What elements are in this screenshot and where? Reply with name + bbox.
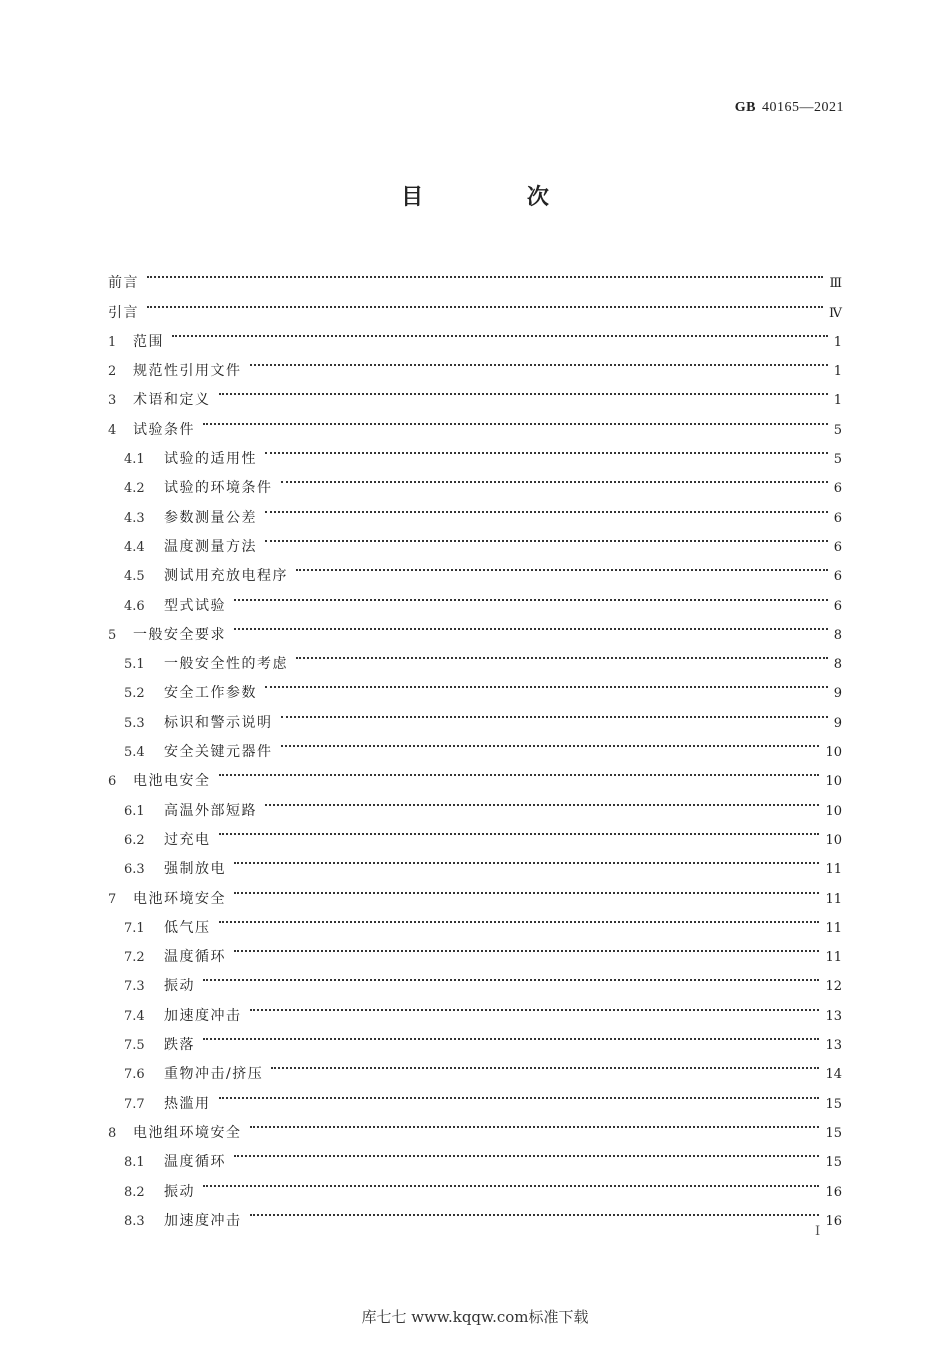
- toc-entry-page: 1: [833, 393, 842, 409]
- toc-entry-page: 5: [833, 422, 842, 438]
- toc-dot-leader: [296, 551, 828, 580]
- toc-entry-number: 8.1: [124, 1155, 145, 1171]
- toc-entry-label: 电池环境安全: [133, 890, 226, 907]
- toc-entry[interactable]: [108, 1049, 842, 1083]
- toc-entry[interactable]: [108, 1108, 842, 1141]
- toc-entry-page: 16: [825, 1213, 842, 1229]
- toc-dot-leader: [147, 258, 823, 287]
- toc-entry-page: 8: [833, 627, 842, 643]
- toc-entry-number: 4.1: [124, 452, 145, 468]
- toc-entry[interactable]: [108, 434, 842, 468]
- toc-dot-leader: [219, 1078, 820, 1107]
- toc-entry-page: 6: [833, 481, 842, 497]
- toc-entry-number: 5: [108, 627, 117, 643]
- toc-entry-page: 15: [825, 1155, 842, 1171]
- toc-entry-page: 11: [825, 862, 842, 878]
- toc-entry-page: 1: [833, 364, 842, 380]
- toc-entry-number: 3: [108, 393, 117, 409]
- toc-entry-label: 试验的适用性: [164, 451, 257, 468]
- toc-entry-number: 4.4: [124, 539, 145, 555]
- toc-dot-leader: [234, 844, 819, 873]
- toc-entry-label: 测试用充放电程序: [164, 568, 288, 585]
- toc-entry-page: 1: [833, 334, 842, 350]
- page-title: 目 次: [401, 185, 597, 210]
- toc-entry[interactable]: [108, 258, 842, 292]
- toc-entry[interactable]: [108, 404, 842, 438]
- toc-entry-label: 温度循环: [164, 949, 226, 966]
- toc-dot-leader: [234, 932, 819, 961]
- toc-entry-label: 热滥用: [164, 1095, 211, 1112]
- toc-dot-leader: [281, 727, 820, 756]
- toc-entry[interactable]: [108, 346, 842, 380]
- toc-entry-label: 电池电安全: [133, 773, 211, 790]
- toc-entry-number: 1: [108, 334, 117, 350]
- toc-entry[interactable]: [108, 961, 842, 995]
- toc-entry-number: 7.3: [124, 979, 145, 995]
- toc-entry-page: 8: [833, 657, 842, 673]
- toc-entry-number: 7.2: [124, 950, 145, 966]
- toc-entry-page: 14: [825, 1067, 842, 1083]
- toc-dot-leader: [234, 580, 828, 609]
- toc-entry-label: 一般安全性的考虑: [164, 656, 288, 673]
- toc-dot-leader: [265, 434, 828, 463]
- page-number: I: [815, 1224, 821, 1239]
- toc-entry[interactable]: [108, 287, 842, 321]
- toc-entry-page: 16: [825, 1184, 842, 1200]
- toc-entry[interactable]: [108, 785, 842, 819]
- toc-entry-number: 6.2: [124, 832, 145, 848]
- toc-dot-leader: [250, 346, 828, 375]
- toc-entry-number: 8.2: [124, 1184, 145, 1200]
- toc-entry-number: 4.6: [124, 598, 145, 614]
- toc-dot-leader: [234, 873, 819, 902]
- toc-entry-number: 4: [108, 422, 117, 438]
- toc-dot-leader: [219, 903, 820, 932]
- standard-number: [735, 100, 844, 116]
- toc-entry[interactable]: [108, 317, 842, 350]
- toc-dot-leader: [250, 990, 820, 1019]
- toc-dot-leader: [265, 785, 819, 814]
- toc-entry-number: 5.2: [124, 686, 145, 702]
- toc-entry-page: 10: [825, 774, 842, 790]
- toc-entry-number: 7.6: [124, 1067, 145, 1083]
- toc-entry-number: 4.5: [124, 569, 145, 585]
- toc-dot-leader: [250, 1108, 820, 1137]
- toc-entry-label: 安全关键元器件: [164, 744, 273, 761]
- toc-entry-label: 试验的环境条件: [164, 480, 273, 497]
- toc-dot-leader: [234, 610, 828, 639]
- toc-entry-number: 6: [108, 774, 117, 790]
- toc-dot-leader: [147, 287, 823, 316]
- toc-entry[interactable]: [108, 375, 842, 409]
- toc-dot-leader: [234, 1137, 819, 1166]
- download-watermark: 库七七 www.kqqw.com标准下载: [361, 1308, 589, 1326]
- toc-entry[interactable]: [108, 903, 842, 936]
- toc-entry-label: 重物冲击/挤压: [164, 1066, 264, 1083]
- toc-entry-page: 6: [833, 510, 842, 526]
- toc-entry-page: 10: [825, 832, 842, 848]
- toc-entry-number: 5.4: [124, 745, 145, 761]
- toc-entry-page: 13: [825, 1008, 842, 1024]
- toc-entry-page: 13: [825, 1038, 842, 1054]
- toc-entry-label: 振动: [164, 1183, 195, 1200]
- toc-entry-label: 温度循环: [164, 1154, 226, 1171]
- toc-entry-label: 规范性引用文件: [133, 363, 242, 380]
- toc-entry-number: 7: [108, 891, 117, 907]
- toc-entry-label: 术语和定义: [133, 392, 211, 409]
- toc-entry-page: 5: [833, 452, 842, 468]
- toc-entry-page: 15: [825, 1125, 842, 1141]
- toc-dot-leader: [219, 375, 828, 404]
- toc-entry[interactable]: [108, 932, 842, 966]
- toc-dot-leader: [219, 756, 820, 785]
- toc-dot-leader: [296, 639, 828, 668]
- toc-dot-leader: [203, 404, 828, 433]
- toc-entry-number: 8: [108, 1125, 117, 1141]
- toc-entry[interactable]: [108, 990, 842, 1024]
- toc-entry-label: 加速度冲击: [164, 1007, 242, 1024]
- toc-entry-page: 9: [833, 686, 842, 702]
- toc-entry[interactable]: [108, 1020, 842, 1054]
- toc-entry-number: 2: [108, 364, 117, 380]
- toc-dot-leader: [203, 961, 819, 990]
- toc-dot-leader: [265, 668, 828, 697]
- toc-entry-label: 过充电: [164, 831, 211, 848]
- toc-entry-number: 8.3: [124, 1213, 145, 1229]
- toc-entry-number: 7.5: [124, 1038, 145, 1054]
- toc-dot-leader: [271, 1049, 819, 1078]
- toc-entry-label: 安全工作参数: [164, 685, 257, 702]
- toc-entry-label: 试验条件: [133, 421, 195, 438]
- toc-entry-page: 15: [825, 1096, 842, 1112]
- toc-entry-label: 标识和警示说明: [164, 714, 273, 731]
- toc-dot-leader: [265, 492, 828, 521]
- toc-entry[interactable]: [108, 815, 842, 848]
- toc-entry-number: 7.7: [124, 1096, 145, 1112]
- toc-dot-leader: [203, 1166, 819, 1195]
- toc-entry-page: 11: [825, 920, 842, 936]
- standard-code: 40165—2021: [762, 100, 844, 115]
- toc-entry-page: 11: [825, 891, 842, 907]
- toc-dot-leader: [203, 1020, 819, 1049]
- toc-entry-number: 6.3: [124, 862, 145, 878]
- toc-entry-number: 7.1: [124, 920, 145, 936]
- standard-prefix: GB: [734, 100, 756, 115]
- toc-entry-page: 6: [833, 598, 842, 614]
- toc-entry-page: Ⅳ: [829, 305, 842, 321]
- table-of-contents: [108, 258, 842, 1229]
- toc-dot-leader: [281, 463, 828, 492]
- toc-dot-leader: [219, 815, 820, 844]
- toc-entry-label: 强制放电: [164, 861, 226, 878]
- toc-dot-leader: [281, 697, 828, 726]
- toc-entry[interactable]: [108, 1196, 842, 1229]
- toc-dot-leader: [250, 1196, 820, 1225]
- toc-entry-label: 前言: [108, 275, 139, 292]
- toc-entry-page: 12: [825, 979, 842, 995]
- toc-entry-number: 5.1: [124, 657, 145, 673]
- toc-entry-number: 5.3: [124, 715, 145, 731]
- toc-entry-label: 跌落: [164, 1037, 195, 1054]
- toc-entry-page: 9: [833, 715, 842, 731]
- toc-entry-number: 7.4: [124, 1008, 145, 1024]
- toc-entry-number: 4.3: [124, 510, 145, 526]
- toc-entry-page: 11: [825, 950, 842, 966]
- toc-entry-page: 6: [833, 539, 842, 555]
- toc-entry-label: 高温外部短路: [164, 802, 257, 819]
- toc-dot-leader: [172, 317, 828, 346]
- toc-dot-leader: [265, 522, 828, 551]
- toc-entry-number: 6.1: [124, 803, 145, 819]
- toc-entry-label: 一般安全要求: [133, 626, 226, 643]
- toc-entry-label: 范围: [133, 333, 164, 350]
- toc-entry-page: 10: [825, 803, 842, 819]
- toc-entry-label: 引言: [108, 304, 139, 321]
- toc-entry[interactable]: [108, 1166, 842, 1200]
- toc-entry[interactable]: [108, 844, 842, 878]
- toc-entry-page: 10: [825, 745, 842, 761]
- toc-entry-label: 温度测量方法: [164, 538, 257, 555]
- toc-entry-label: 加速度冲击: [164, 1212, 242, 1229]
- toc-entry-label: 参数测量公差: [164, 509, 257, 526]
- toc-entry-number: 4.2: [124, 481, 145, 497]
- toc-entry-label: 型式试验: [164, 597, 226, 614]
- toc-entry-page: Ⅲ: [829, 276, 842, 292]
- toc-entry-page: 6: [833, 569, 842, 585]
- toc-entry-label: 电池组环境安全: [133, 1124, 242, 1141]
- toc-entry[interactable]: [108, 1078, 842, 1112]
- toc-entry-label: 振动: [164, 978, 195, 995]
- toc-entry[interactable]: [108, 756, 842, 790]
- toc-entry-label: 低气压: [164, 919, 211, 936]
